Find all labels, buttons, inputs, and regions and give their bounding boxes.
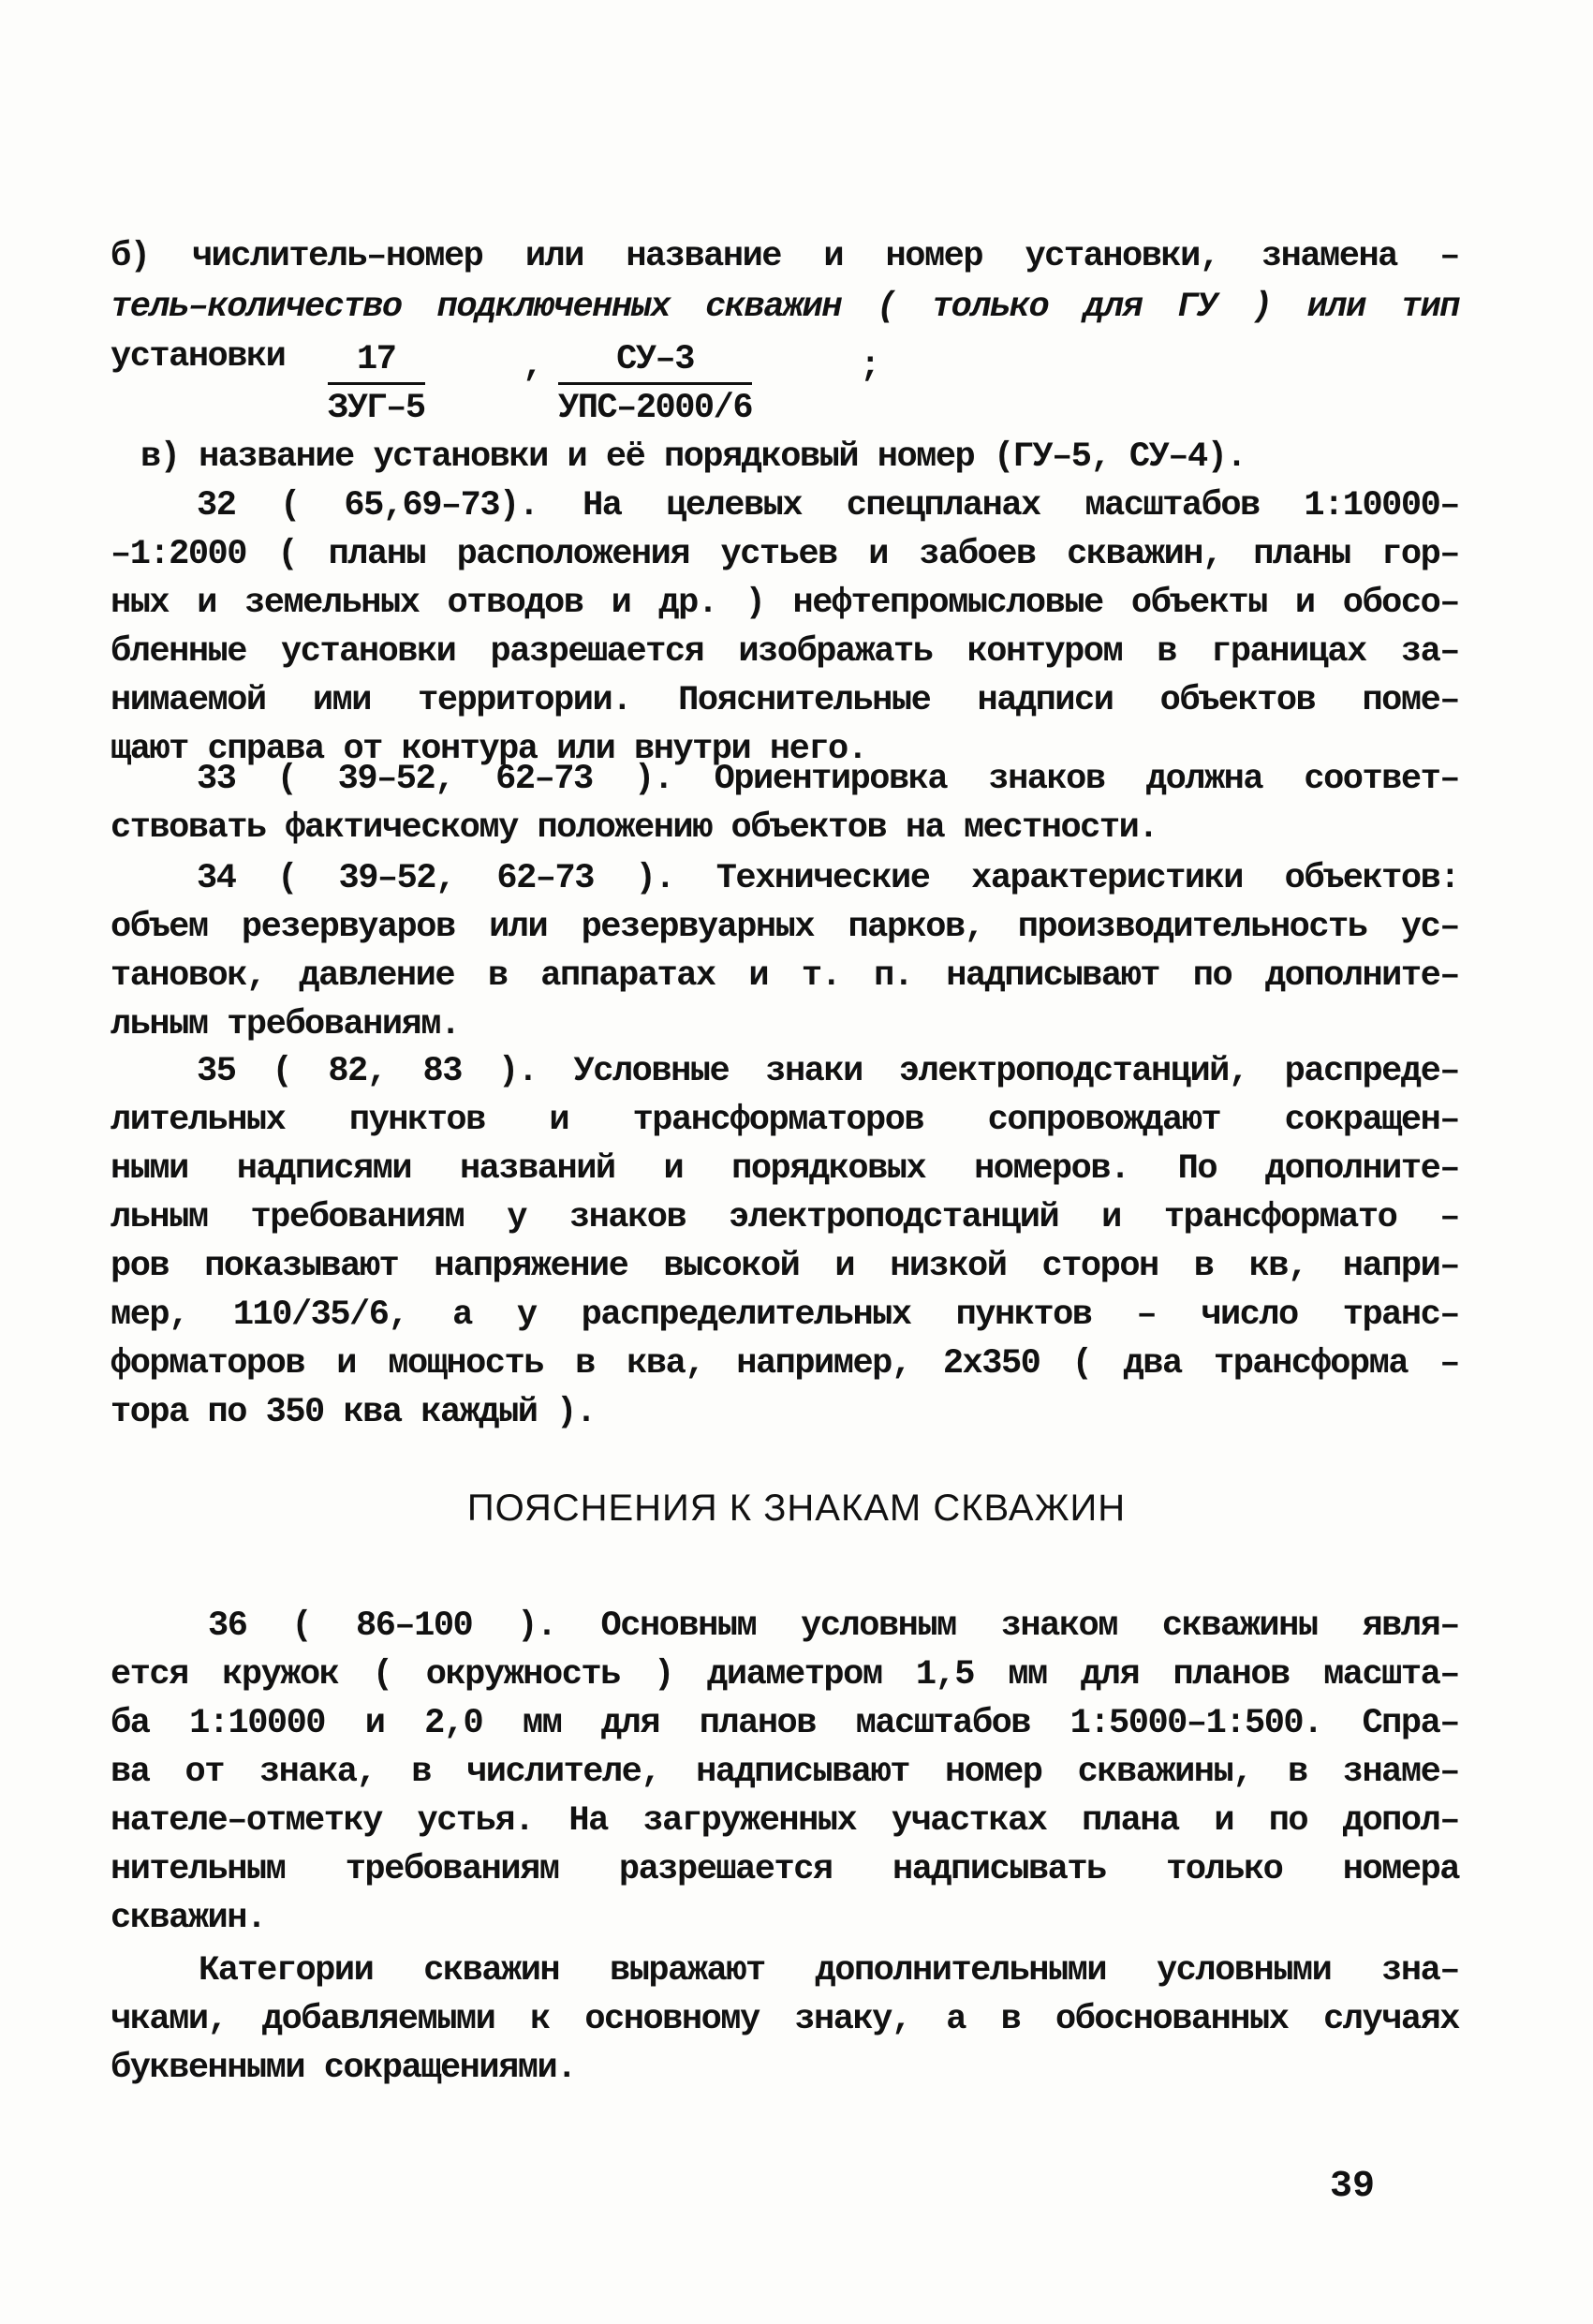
section-heading: ПОЯСНЕНИЯ К ЗНАКАМ СКВАЖИН — [466, 1488, 1127, 1529]
fraction-semicolon: ; — [860, 347, 879, 386]
para35-line-7: форматоров и мощность в ква, например, 2х350 ( два трансформа – — [111, 1344, 1459, 1384]
fraction-su — [558, 337, 752, 432]
para36-line-1: 36 ( 86–100 ). Основным условным знаком скважины явля– — [208, 1606, 1459, 1646]
para32-line-1: 32 ( 65,69–73). На целевых спецпланах масштабов 1:10000– — [197, 486, 1459, 525]
fraction-comma: , — [523, 347, 542, 386]
item-b-line-1: б) числитель–номер или название и номер установки, знамена – — [111, 237, 1459, 276]
item-b-line-2: тель–количество подключенных скважин ( только для ГУ ) или тип — [111, 288, 1459, 327]
para35-line-4: льным требованиям у знаков электроподстанций и трансформато – — [111, 1198, 1459, 1237]
para35-line-1: 35 ( 82, 83 ). Условные знаки электроподстанций, распреде– — [197, 1052, 1459, 1091]
para33-line-1: 33 ( 39–52, 62–73 ). Ориентировка знаков должна соответ– — [197, 760, 1459, 799]
item-v-line-1: в) название установки и её порядковый номер (ГУ–5, СУ–4). — [140, 437, 1246, 477]
para32-line-6: щают справа от контура или внутри него. — [111, 730, 867, 769]
fraction-label: установки — [111, 337, 286, 377]
para35-line-5: ров показывают напряжение высокой и низкой сторон в кв, напри– — [111, 1247, 1459, 1286]
installation-fractions — [111, 337, 953, 440]
para36-line-4: ва от знака, в числителе, надписывают номер скважины, в знаме– — [111, 1753, 1459, 1792]
page-number: 39 — [1330, 2166, 1376, 2208]
para34-line-2: объем резервуаров или резервуарных парков, производительность ус– — [111, 908, 1459, 947]
para35-line-3: ными надписями названий и порядковых номеров. По дополните– — [111, 1149, 1459, 1189]
fraction-gu-denominator: ЗУГ–5 — [328, 389, 425, 428]
para37-line-3: буквенными сокращениями. — [111, 2049, 576, 2088]
fraction-su-numerator: СУ–3 — [558, 337, 752, 385]
para34-line-4: льным требованиям. — [111, 1005, 460, 1044]
para35-line-6: мер, 110/35/6, а у распределительных пунктов – число транс– — [111, 1295, 1459, 1335]
fraction-gu — [328, 337, 425, 432]
para34-line-1: 34 ( 39–52, 62–73 ). Технические характеристики объектов: — [197, 859, 1459, 898]
para35-line-2: лительных пунктов и трансформаторов сопровождают сокращен– — [111, 1101, 1459, 1140]
para34-line-3: тановок, давление в аппаратах и т. п. надписывают по дополните– — [111, 956, 1459, 996]
para37-line-2: чками, добавляемыми к основному знаку, а в обоснованных случаях — [111, 2000, 1459, 2039]
para35-line-8: тора по 350 ква каждый ). — [111, 1393, 596, 1432]
para37-line-1: Категории скважин выражают дополнительными условными зна– — [199, 1951, 1459, 1991]
para32-line-4: бленные установки разрешается изображать контуром в границах за– — [111, 632, 1459, 672]
para32-line-2: –1:2000 ( планы расположения устьев и забоев скважин, планы гор– — [111, 535, 1459, 574]
para36-line-5: нателе–отметку устья. На загруженных участках плана и по допол– — [111, 1801, 1459, 1841]
para36-line-6: нительным требованиям разрешается надписывать только номера — [111, 1850, 1459, 1889]
fraction-su-denominator: УПС–2000/6 — [558, 389, 753, 428]
para36-line-3: ба 1:10000 и 2,0 мм для планов масштабов 1:5000–1:500. Спра– — [111, 1704, 1459, 1743]
para33-line-2: ствовать фактическому положению объектов на местности. — [111, 808, 1158, 848]
para32-line-3: ных и земельных отводов и др. ) нефтепромысловые объекты и обосо– — [111, 584, 1459, 623]
para36-line-7: скважин. — [111, 1899, 266, 1938]
para36-line-2: ется кружок ( окружность ) диаметром 1,5 мм для планов масшта– — [111, 1655, 1459, 1695]
fraction-gu-numerator: 17 — [328, 337, 425, 385]
para32-line-5: нимаемой ими территории. Пояснительные надписи объектов поме– — [111, 681, 1459, 720]
